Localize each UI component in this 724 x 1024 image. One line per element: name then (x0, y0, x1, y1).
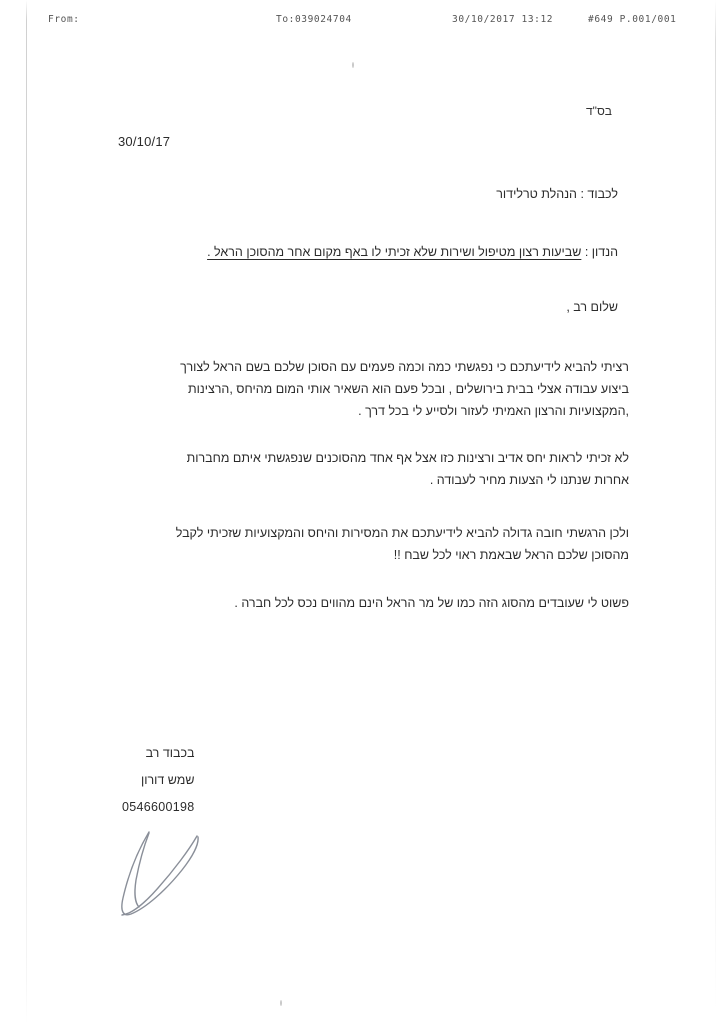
subject-line (207, 245, 618, 259)
paragraph-3: ולכן הרגשתי חובה גדולה להביא לידיעתכם את המסירות והיחס והמקצועיות שזכיתי לקבל מהסוכן שלכם הראל שבאמת ראוי לכל שבח !! (175, 526, 629, 562)
fax-to-number: To:039024704 (276, 14, 352, 25)
paragraph-4: פשוט לי שעובדים מהסוג הזה כמו של מר הראל הינם מהווים נכס לכל חברה . (234, 596, 629, 610)
fax-from-label: From: (48, 14, 80, 25)
signature-block (122, 740, 195, 821)
handwritten-signature (104, 818, 244, 922)
fax-datetime: 30/10/2017 13:12 (452, 14, 554, 25)
subject-text: שביעות רצון מטיפול ושירות שלא זכיתי לו באף מקום אחר מהסוכן הראל . (207, 245, 582, 259)
fax-page-count: #649 P.001/001 (588, 14, 677, 25)
signature-phone: 0546600198 (122, 800, 195, 814)
letter-date: 30/10/17 (118, 134, 171, 149)
addressee-line: לכבוד : הנהלת טרלידור (496, 187, 618, 201)
paragraph-1: רציתי להביא לידיעתכם כי נפגשתי כמה וכמה פעמים עם הסוכן שלכם בשם הראל לצורך ביצוע עבודה אצלי בבית בירושלים , ובכל פעם הוא השאיר אותי המום מהיחס ,הרצינות ,המקצועיות והרצון האמיתי לעזור ולסייע לי בכל דרך . (180, 360, 629, 418)
subject-label: הנדון : (581, 245, 618, 259)
signature-closing: בכבוד רב (145, 746, 195, 760)
paragraph-2: לא זכיתי לראות יחס אדיב ורצינות כזו אצל אף אחד מהסוכנים שנפגשתי איתם מחברות אחרות שנתנו לי הצעות מחיר לעבודה . (186, 451, 629, 487)
greeting-line: שלום רב , (566, 300, 618, 314)
bsd-heading: בס"ד (586, 104, 612, 118)
signature-name: שמש דורון (140, 773, 195, 787)
